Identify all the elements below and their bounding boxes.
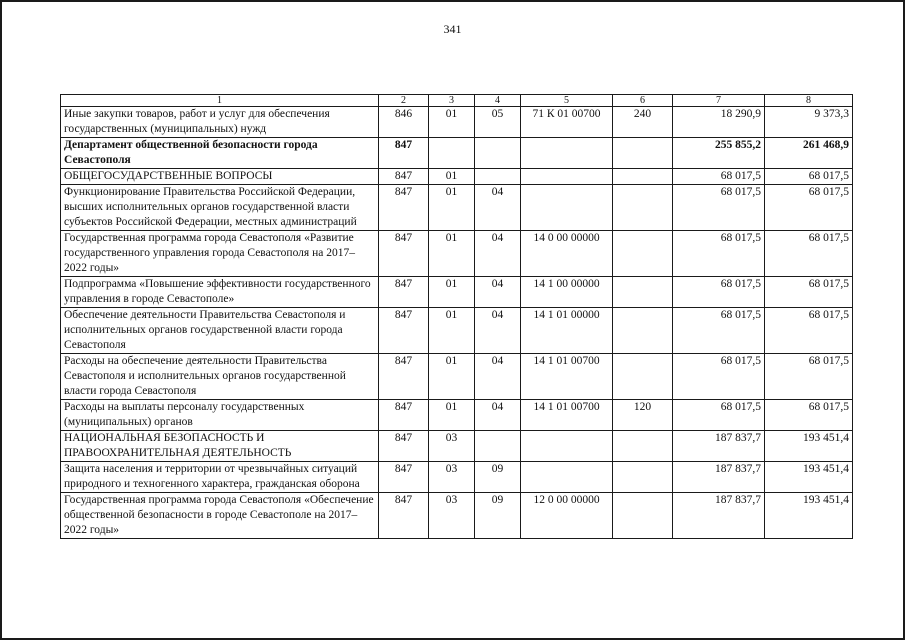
name-cell: Государственная программа города Севастополя «Развитие государственного управления города Севастополя на 2017–2022 годы» [61,231,379,277]
amount-2022-cell: 261 468,9 [765,138,853,169]
name-cell: Расходы на обеспечение деятельности Правительства Севастополя и исполнительных органов государственной власти города Севастополя [61,354,379,400]
target-article-cell: 71 К 01 00700 [521,107,613,138]
subsection-cell: 09 [475,493,521,539]
amount-2022-cell: 68 017,5 [765,400,853,431]
name-cell: Защита населения и территории от чрезвычайных ситуаций природного и техногенного характера, гражданская оборона [61,462,379,493]
subsection-cell: 04 [475,185,521,231]
target-article-cell [521,431,613,462]
ministry-code-cell: 847 [379,185,429,231]
subsection-cell: 09 [475,462,521,493]
budget-table [60,94,853,539]
column-header: 4 [475,95,521,107]
table-row [61,493,853,539]
amount-2021-cell: 187 837,7 [673,431,765,462]
section-cell: 01 [429,185,475,231]
name-cell: Подпрограмма «Повышение эффективности государственного управления в городе Севастополе» [61,277,379,308]
target-article-cell: 14 1 01 00700 [521,354,613,400]
name-cell: НАЦИОНАЛЬНАЯ БЕЗОПАСНОСТЬ И ПРАВООХРАНИТЕЛЬНАЯ ДЕЯТЕЛЬНОСТЬ [61,431,379,462]
page-number: 341 [443,22,462,36]
table-row [61,431,853,462]
column-header: 6 [613,95,673,107]
amount-2021-cell: 187 837,7 [673,493,765,539]
column-header: 7 [673,95,765,107]
ministry-code-cell: 846 [379,107,429,138]
expense-type-cell: 120 [613,400,673,431]
expense-type-cell [613,277,673,308]
subsection-cell: 04 [475,308,521,354]
target-article-cell [521,185,613,231]
column-header: 3 [429,95,475,107]
amount-2021-cell: 68 017,5 [673,185,765,231]
ministry-code-cell: 847 [379,308,429,354]
name-cell: ОБЩЕГОСУДАРСТВЕННЫЕ ВОПРОСЫ [61,169,379,185]
subsection-cell: 04 [475,231,521,277]
section-cell: 03 [429,431,475,462]
column-header: 1 [61,95,379,107]
amount-2021-cell: 68 017,5 [673,231,765,277]
section-cell: 01 [429,400,475,431]
amount-2022-cell: 193 451,4 [765,431,853,462]
ministry-code-cell: 847 [379,354,429,400]
expense-type-cell: 240 [613,107,673,138]
section-cell: 01 [429,107,475,138]
expense-type-cell [613,493,673,539]
amount-2021-cell: 68 017,5 [673,277,765,308]
expense-type-cell [613,431,673,462]
amount-2022-cell: 68 017,5 [765,185,853,231]
subsection-cell [475,138,521,169]
target-article-cell [521,169,613,185]
table-row [61,308,853,354]
section-cell [429,138,475,169]
expense-type-cell [613,169,673,185]
table-header-row [61,95,853,107]
target-article-cell: 14 1 00 00000 [521,277,613,308]
ministry-code-cell: 847 [379,431,429,462]
amount-2022-cell: 68 017,5 [765,277,853,308]
table-row [61,462,853,493]
amount-2021-cell: 68 017,5 [673,400,765,431]
target-article-cell: 14 1 01 00000 [521,308,613,354]
ministry-code-cell: 847 [379,231,429,277]
subsection-cell [475,169,521,185]
amount-2021-cell: 68 017,5 [673,354,765,400]
expense-type-cell [613,231,673,277]
ministry-code-cell: 847 [379,169,429,185]
section-cell: 01 [429,308,475,354]
column-header: 8 [765,95,853,107]
subsection-cell: 04 [475,354,521,400]
section-cell: 01 [429,354,475,400]
column-header: 5 [521,95,613,107]
target-article-cell [521,462,613,493]
expense-type-cell [613,185,673,231]
subsection-cell: 04 [475,277,521,308]
expense-type-cell [613,308,673,354]
table-row [61,354,853,400]
subsection-cell: 05 [475,107,521,138]
amount-2022-cell: 68 017,5 [765,169,853,185]
name-cell: Функционирование Правительства Российской Федерации, высших исполнительных органов государственной власти субъектов Российской Федерации, местных администраций [61,185,379,231]
subsection-cell [475,431,521,462]
section-cell: 01 [429,231,475,277]
target-article-cell [521,138,613,169]
table-row [61,400,853,431]
ministry-code-cell: 847 [379,277,429,308]
amount-2021-cell: 255 855,2 [673,138,765,169]
column-header: 2 [379,95,429,107]
amount-2022-cell: 68 017,5 [765,308,853,354]
amount-2021-cell: 68 017,5 [673,308,765,354]
name-cell: Государственная программа города Севастополя «Обеспечение общественной безопасности в городе Севастополе на 2017–2022 годы» [61,493,379,539]
table-row [61,107,853,138]
amount-2021-cell: 18 290,9 [673,107,765,138]
section-cell: 01 [429,277,475,308]
ministry-code-cell: 847 [379,462,429,493]
target-article-cell: 12 0 00 00000 [521,493,613,539]
table-row [61,185,853,231]
section-cell: 03 [429,493,475,539]
target-article-cell: 14 1 01 00700 [521,400,613,431]
amount-2021-cell: 68 017,5 [673,169,765,185]
amount-2022-cell: 68 017,5 [765,354,853,400]
table-row [61,231,853,277]
amount-2022-cell: 193 451,4 [765,493,853,539]
name-cell: Расходы на выплаты персоналу государственных (муниципальных) органов [61,400,379,431]
name-cell: Обеспечение деятельности Правительства Севастополя и исполнительных органов государственной власти города Севастополя [61,308,379,354]
amount-2022-cell: 68 017,5 [765,231,853,277]
target-article-cell: 14 0 00 00000 [521,231,613,277]
amount-2022-cell: 9 373,3 [765,107,853,138]
name-cell: Департамент общественной безопасности города Севастополя [61,138,379,169]
expense-type-cell [613,354,673,400]
ministry-code-cell: 847 [379,400,429,431]
table-row [61,138,853,169]
subsection-cell: 04 [475,400,521,431]
ministry-code-cell: 847 [379,138,429,169]
table-row [61,277,853,308]
expense-type-cell [613,462,673,493]
ministry-code-cell: 847 [379,493,429,539]
amount-2022-cell: 193 451,4 [765,462,853,493]
table-row [61,169,853,185]
name-cell: Иные закупки товаров, работ и услуг для обеспечения государственных (муниципальных) нужд [61,107,379,138]
expense-type-cell [613,138,673,169]
section-cell: 01 [429,169,475,185]
amount-2021-cell: 187 837,7 [673,462,765,493]
section-cell: 03 [429,462,475,493]
